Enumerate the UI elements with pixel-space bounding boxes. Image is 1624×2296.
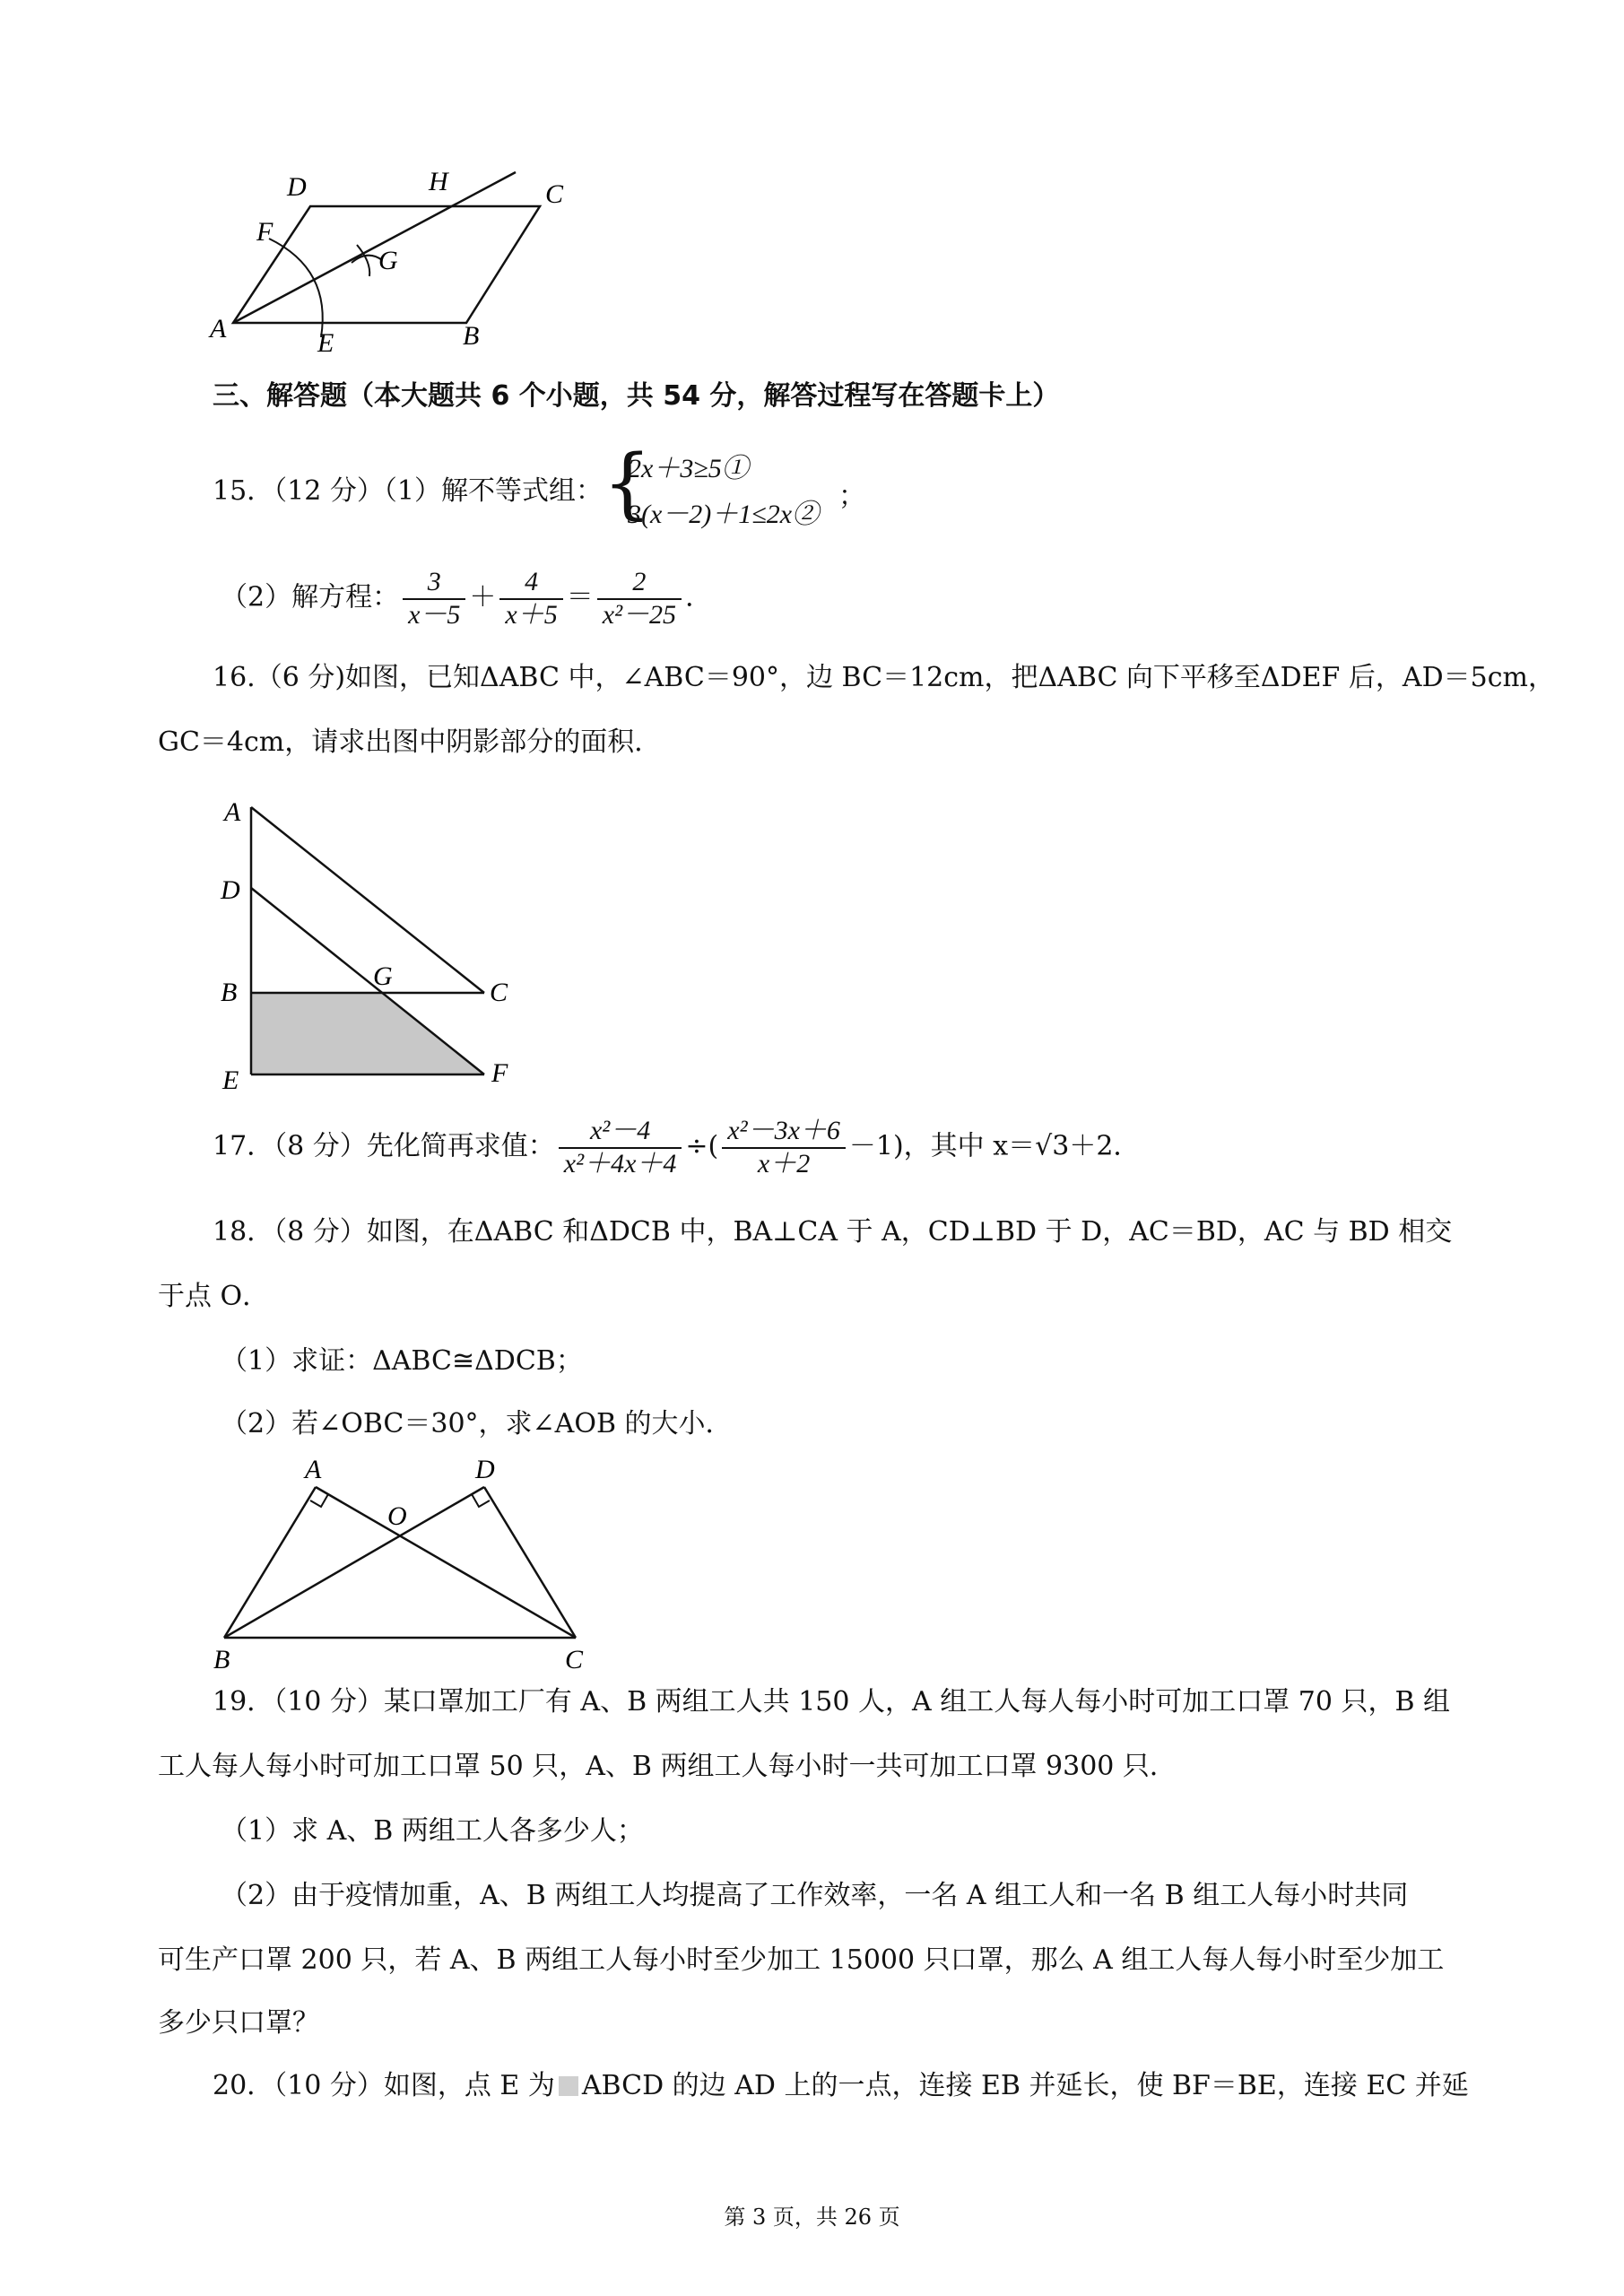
q16-label-G: G bbox=[373, 961, 393, 991]
q15-f1-den: x－5 bbox=[408, 599, 461, 630]
q17-div: ÷( bbox=[685, 1130, 719, 1162]
q15-prefix: 15．（12 分）（1）解不等式组： bbox=[213, 475, 603, 507]
q18-label-O: O bbox=[387, 1501, 407, 1531]
q15-end: ． bbox=[685, 581, 713, 613]
q17-f1-den: x²＋4x＋4 bbox=[563, 1148, 677, 1178]
q18-label-B: B bbox=[213, 1645, 230, 1674]
q16-label-F: F bbox=[491, 1058, 508, 1088]
q15-f2-num: 4 bbox=[499, 567, 562, 600]
q16-label-C: C bbox=[490, 978, 508, 1007]
q18-label-A: A bbox=[305, 1455, 322, 1484]
q20-rest: ABCD 的边 AD 上的一点，连接 EB 并延长，使 BF＝BE，连接 EC 并延 bbox=[581, 2070, 1469, 2101]
q15-plus: ＋ bbox=[469, 581, 497, 613]
q18-line2: 于点 O． bbox=[158, 1281, 270, 1312]
q16-label-A: A bbox=[224, 797, 241, 827]
label-A: A bbox=[210, 314, 227, 344]
q20-prefix: 20．（10 分）如图，点 E 为 bbox=[213, 2070, 555, 2101]
q15-f1-num: 3 bbox=[403, 567, 465, 600]
q17-prefix: 17．（8 分）先化简再求值： bbox=[213, 1130, 555, 1162]
q17-tail: －1)，其中 x＝√3＋2． bbox=[848, 1130, 1141, 1162]
label-H: H bbox=[429, 167, 448, 196]
q15-fraction-2 bbox=[499, 567, 562, 631]
q19-part2-line2: 可生产口罩 200 只，若 A、B 两组工人每小时至少加工 15000 只口罩，那么 A 组工人每人每小时至少加工 bbox=[158, 1944, 1445, 1976]
q15-fraction-3 bbox=[597, 567, 682, 631]
q17-f1-num: x²－4 bbox=[559, 1116, 682, 1149]
q15-f3-num: 2 bbox=[597, 567, 682, 600]
q15-part2-label: （2）解方程： bbox=[221, 581, 400, 613]
label-E: E bbox=[317, 328, 334, 358]
q15-equals: ＝ bbox=[566, 581, 594, 613]
q19-part2-line3: 多少只口罩？ bbox=[158, 2007, 319, 2039]
q16-figure bbox=[215, 789, 538, 1094]
q15-f3-den: x²－25 bbox=[602, 599, 677, 630]
q15-ineq1: 2x＋3≥5① bbox=[628, 454, 749, 483]
q15-brace: { bbox=[603, 439, 652, 528]
q15-f2-den: x＋5 bbox=[505, 599, 558, 630]
label-F: F bbox=[256, 217, 274, 247]
q17 bbox=[213, 1116, 1140, 1179]
q16-shaded-region bbox=[251, 993, 484, 1074]
q17-fraction-2 bbox=[722, 1116, 846, 1179]
parallelogram-symbol bbox=[559, 2076, 578, 2096]
q18-part1: （1）求证：ΔABC≅ΔDCB； bbox=[221, 1345, 583, 1377]
label-G: G bbox=[378, 246, 398, 275]
q16-label-B: B bbox=[221, 978, 238, 1007]
q15-semicolon: ； bbox=[838, 481, 865, 512]
q19-part2-line1: （2）由于疫情加重，A、B 两组工人均提高了工作效率，一名 A 组工人和一名 B 组工人每小时共同 bbox=[221, 1880, 1409, 1911]
q17-f2-den: x＋2 bbox=[757, 1148, 811, 1178]
q17-f2-num: x²－3x＋6 bbox=[722, 1116, 846, 1149]
q19-line2: 工人每人每小时可加工口罩 50 只，A、B 两组工人每小时一共可加工口罩 9300 只． bbox=[158, 1751, 1177, 1782]
q15-part2 bbox=[221, 567, 712, 631]
q18-part2: （2）若∠OBC＝30°，求∠AOB 的大小． bbox=[221, 1408, 733, 1439]
page-footer: 第 3 页，共 26 页 bbox=[724, 2205, 900, 2230]
q19-line1: 19．（10 分）某口罩加工厂有 A、B 两组工人共 150 人，A 组工人每人每小时可加工口罩 70 只，B 组 bbox=[213, 1686, 1451, 1718]
section-header: 三、解答题（本大题共 6 个小题，共 54 分，解答过程写在答题卡上） bbox=[213, 380, 1060, 412]
q15-fraction-1 bbox=[403, 567, 465, 631]
q16-label-E: E bbox=[222, 1065, 239, 1094]
label-B: B bbox=[463, 321, 480, 351]
q16-line1: 16.（6 分)如图，已知ΔABC 中，∠ABC＝90°，边 BC＝12cm，把ΔABC 向下平移至ΔDEF 后，AD＝5cm， bbox=[213, 662, 1555, 693]
q18-line1: 18．（8 分）如图，在ΔABC 和ΔDCB 中，BA⊥CA 于 A，CD⊥BD 于 D，AC＝BD，AC 与 BD 相交 bbox=[213, 1216, 1453, 1248]
q16-label-D: D bbox=[221, 875, 240, 905]
label-C: C bbox=[545, 179, 564, 209]
q17-fraction-1 bbox=[559, 1116, 682, 1179]
q18-label-C: C bbox=[565, 1645, 584, 1674]
q20 bbox=[213, 2070, 1469, 2102]
q15-ineq2: 3(x－2)＋1≤2x② bbox=[628, 500, 820, 529]
q19-part1: （1）求 A、B 两组工人各多少人； bbox=[221, 1815, 644, 1847]
label-D: D bbox=[287, 172, 307, 202]
q16-line2: GC＝4cm，请求出图中阴影部分的面积． bbox=[158, 726, 662, 758]
q18-figure bbox=[206, 1451, 601, 1675]
q18-label-D: D bbox=[475, 1455, 495, 1484]
parallelogram-figure bbox=[197, 161, 592, 359]
